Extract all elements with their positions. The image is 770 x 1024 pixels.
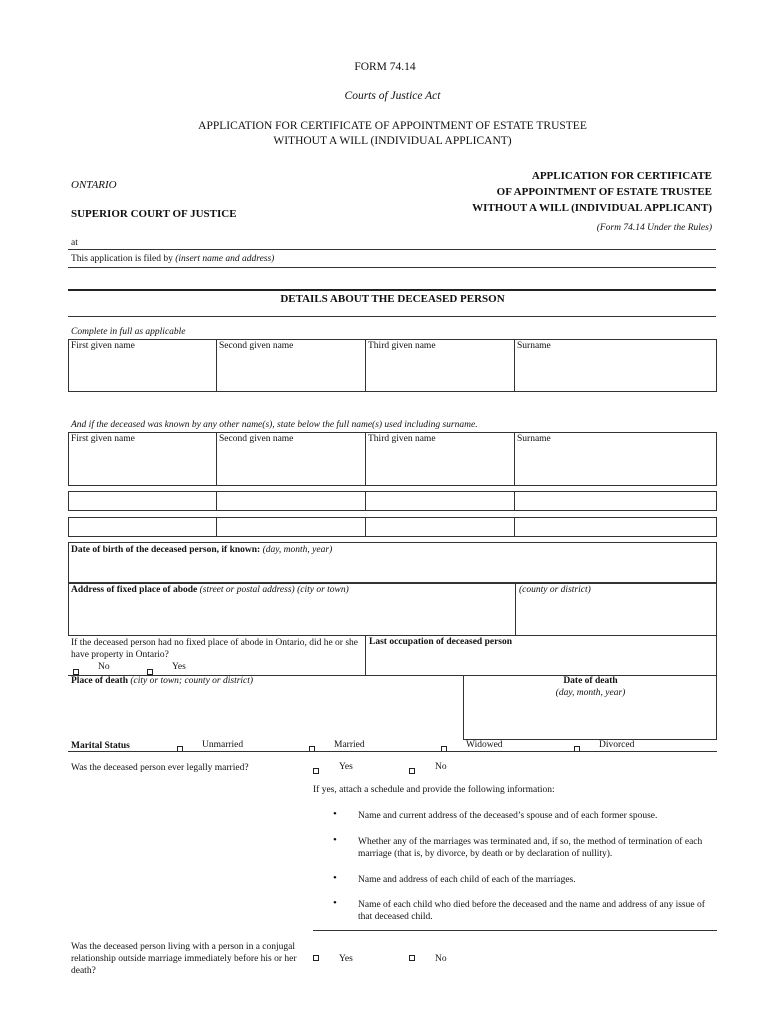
court-name: SUPERIOR COURT OF JUSTICE <box>71 208 237 220</box>
ever-married-yes-checkbox[interactable] <box>313 768 319 774</box>
dob-label: Date of birth of the deceased person, if known: <box>71 545 261 555</box>
rule-reference: (Form 74.14 Under the Rules) <box>596 223 712 233</box>
conjugal-question: Was the deceased person living with a person in a conjugal relationship outside marriage immediately before his or her death? <box>71 942 297 976</box>
bullet-text-2: Whether any of the marriages was terminated and, if so, the method of termination of each marriage (that is, by divorce, by death or by declaration of nullity). <box>358 837 703 859</box>
address-label: Address of fixed place of abode <box>71 585 198 595</box>
right-title-3: WITHOUT A WILL (INDIVIDUAL APPLICANT) <box>472 202 712 214</box>
place-of-death-label: Place of death <box>71 676 128 686</box>
bullet-text-1: Name and current address of the deceased’s spouse and of each former spouse. <box>358 811 658 821</box>
place-of-death-hint: (city or town; county or district) <box>130 676 254 686</box>
col-second-given-name: Second given name <box>219 341 294 351</box>
filed-by-hint: (insert name and address) <box>175 254 275 264</box>
ever-married-no-label: No <box>435 762 447 772</box>
conjugal-yes-label: Yes <box>339 954 353 964</box>
complete-note: Complete in full as applicable <box>71 327 186 337</box>
county-hint: (county or district) <box>519 585 591 595</box>
bullet-icon: • <box>333 872 337 884</box>
if-yes-instruction: If yes, attach a schedule and provide the following information: <box>313 785 555 795</box>
section-title: DETAILS ABOUT THE DECEASED PERSON <box>280 293 505 305</box>
ever-married-question: Was the deceased person ever legally married? <box>71 763 249 773</box>
filed-by-label: This application is filed by <box>71 254 173 264</box>
act-name: Courts of Justice Act <box>344 90 441 102</box>
place-of-death-line <box>71 676 253 686</box>
province: ONTARIO <box>71 179 117 191</box>
address-line <box>71 585 349 595</box>
other-names-note: And if the deceased was known by any other name(s), state below the full name(s) used including surname. <box>71 420 478 430</box>
ever-married-no-checkbox[interactable] <box>409 768 415 774</box>
conjugal-yes-checkbox[interactable] <box>313 955 319 961</box>
no-fixed-abode-question: If the deceased person had no fixed place of abode in Ontario, did he or she have property in Ontario? <box>71 638 359 660</box>
last-occupation-label: Last occupation of deceased person <box>369 637 513 647</box>
other-name-row-1[interactable] <box>68 491 717 511</box>
unmarried-label: Unmarried <box>202 740 244 750</box>
address-hint: (street or postal address) (city or town) <box>199 585 349 595</box>
col2-third-given-name: Third given name <box>368 434 436 444</box>
filed-by-line <box>71 254 274 264</box>
date-of-death-label: Date of death <box>563 676 618 686</box>
col-first-given-name: First given name <box>71 341 135 351</box>
dob-line <box>71 545 332 555</box>
bullet-icon: • <box>333 897 337 909</box>
married-label: Married <box>334 740 365 750</box>
date-of-death-hint: (day, month, year) <box>555 688 626 698</box>
col2-first-given-name: First given name <box>71 434 135 444</box>
bullet-icon: • <box>333 808 337 820</box>
widowed-label: Widowed <box>466 740 503 750</box>
col-surname: Surname <box>517 341 551 351</box>
ever-married-yes-label: Yes <box>339 762 353 772</box>
col-third-given-name: Third given name <box>368 341 436 351</box>
conjugal-no-label: No <box>435 954 447 964</box>
form-title-line1: APPLICATION FOR CERTIFICATE OF APPOINTMENT OF ESTATE TRUSTEE <box>198 120 587 132</box>
col2-surname: Surname <box>517 434 551 444</box>
bullet-text-3: Name and address of each child of each of the marriages. <box>358 875 576 885</box>
conjugal-no-checkbox[interactable] <box>409 955 415 961</box>
form-number: FORM 74.14 <box>354 61 416 73</box>
property-yes-label: Yes <box>172 662 186 672</box>
marital-status-label: Marital Status <box>71 741 130 751</box>
form-title-line2: WITHOUT A WILL (INDIVIDUAL APPLICANT) <box>273 135 512 147</box>
divorced-label: Divorced <box>599 740 635 750</box>
bullet-text-4: Name of each child who died before the deceased and the name and address of any issue of that deceased child. <box>358 900 705 922</box>
col2-second-given-name: Second given name <box>219 434 294 444</box>
bullet-icon: • <box>333 834 337 846</box>
dob-hint: (day, month, year) <box>262 545 333 555</box>
property-no-label: No <box>98 662 110 672</box>
right-title-1: APPLICATION FOR CERTIFICATE <box>531 170 712 182</box>
other-name-row-2[interactable] <box>68 517 717 537</box>
at-label: at <box>71 238 78 248</box>
right-title-2: OF APPOINTMENT OF ESTATE TRUSTEE <box>496 186 712 198</box>
